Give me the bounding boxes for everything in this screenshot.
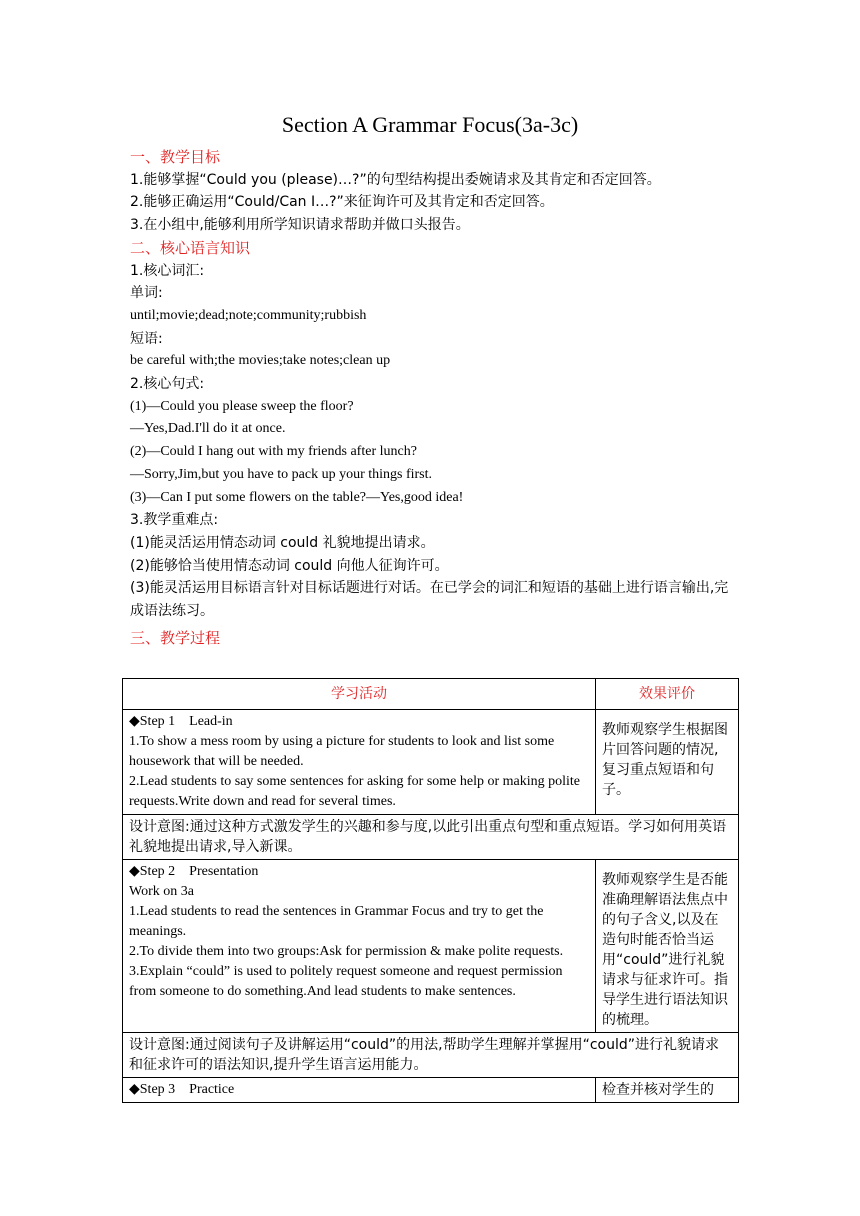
sentences-label: 2.核心句式: [130, 376, 205, 393]
step2-subtitle: Work on 3a [129, 884, 194, 899]
step2-line: 1.Lead students to read the sentences in Grammar Focus and try to get the meanings. [129, 904, 544, 939]
step2-evaluation: 教师观察学生是否能准确理解语法焦点中的句子含义,以及在造句时能否恰当运用“could”进行礼貌请求与征求许可。指导学生进行语法知识的梳理。 [596, 860, 739, 1033]
keypoint-item: (1)能灵活运用情态动词 could 礼貌地提出请求。 [130, 534, 435, 551]
step1-evaluation: 教师观察学生根据图片回答问题的情况,复习重点短语和句子。 [596, 710, 739, 815]
step3-evaluation: 检查并核对学生的 [596, 1078, 739, 1103]
step3-title: ◆Step 3 Practice [129, 1082, 235, 1097]
step3-activities [123, 1078, 596, 1103]
table-row [123, 1078, 739, 1103]
document-body [130, 146, 740, 649]
keypoint-item: (2)能够恰当使用情态动词 could 向他人征询许可。 [130, 557, 449, 574]
goals-heading: 一、教学目标 [130, 148, 221, 166]
table-row [123, 1033, 739, 1078]
step1-title: ◆Step 1 Lead-in [129, 714, 233, 729]
step1-line: 1.To show a mess room by using a picture for students to look and list some housework that will be needed. [129, 734, 555, 769]
step2-design: 设计意图:通过阅读句子及讲解运用“could”的用法,帮助学生理解并掌握用“could”进行礼貌请求和征求许可的语法知识,提升学生语言运用能力。 [123, 1033, 739, 1078]
words-list: until;movie;dead;note;community;rubbish [130, 307, 367, 323]
teaching-process-table [122, 678, 739, 1103]
words-label: 单词: [130, 285, 163, 302]
step1-line: 2.Lead students to say some sentences for asking for some help or making polite requests.Write down and read for several times. [129, 774, 581, 809]
sentence-item: (3)—Can I put some flowers on the table?—Yes,good idea! [130, 489, 464, 505]
knowledge-heading: 二、核心语言知识 [130, 238, 251, 257]
process-heading: 三、教学过程 [130, 628, 221, 647]
phrases-label: 短语: [130, 330, 163, 347]
step1-design: 设计意图:通过这种方式激发学生的兴趣和参与度,以此引出重点句型和重点短语。学习如何用英语礼貌地提出请求,导入新课。 [123, 815, 739, 860]
table-row [123, 815, 739, 860]
step2-title: ◆Step 2 Presentation [129, 864, 259, 879]
step2-line: 2.To divide them into two groups:Ask for permission & make polite requests. [129, 944, 564, 959]
header-evaluation: 效果评价 [596, 679, 739, 710]
sentence-item: —Sorry,Jim,but you have to pack up your things first. [130, 466, 433, 482]
sentence-item: —Yes,Dad.I'll do it at once. [130, 421, 286, 437]
table-row [123, 710, 739, 815]
step1-activities [123, 710, 596, 815]
goal-item: 1.能够掌握“Could you (please)…?”的句型结构提出委婉请求及其肯定和否定回答。 [130, 171, 661, 188]
goal-item: 3.在小组中,能够利用所学知识请求帮助并做口头报告。 [130, 217, 470, 234]
phrases-list: be careful with;the movies;take notes;clean up [130, 353, 391, 369]
goal-item: 2.能够正确运用“Could/Can I…?”来征询许可及其肯定和否定回答。 [130, 194, 554, 211]
step2-line: 3.Explain “could” is used to politely request someone and request permission from someone to do something.And lead students to make sentences. [129, 964, 563, 999]
table-header-row [123, 679, 739, 710]
keypoint-item: (3)能灵活运用目标语言针对目标话题进行对话。在已学会的词汇和短语的基础上进行语言输出,完成语法练习。 [130, 580, 729, 620]
table-row [123, 860, 739, 1033]
sentence-item: (1)—Could you please sweep the floor? [130, 398, 354, 414]
sentence-item: (2)—Could I hang out with my friends after lunch? [130, 444, 417, 460]
header-activities: 学习活动 [123, 679, 596, 710]
keypoints-label: 3.教学重难点: [130, 512, 219, 529]
page-title: Section A Grammar Focus(3a-3c) [281, 112, 579, 137]
step2-activities [123, 860, 596, 1033]
vocab-label: 1.核心词汇: [130, 262, 205, 279]
